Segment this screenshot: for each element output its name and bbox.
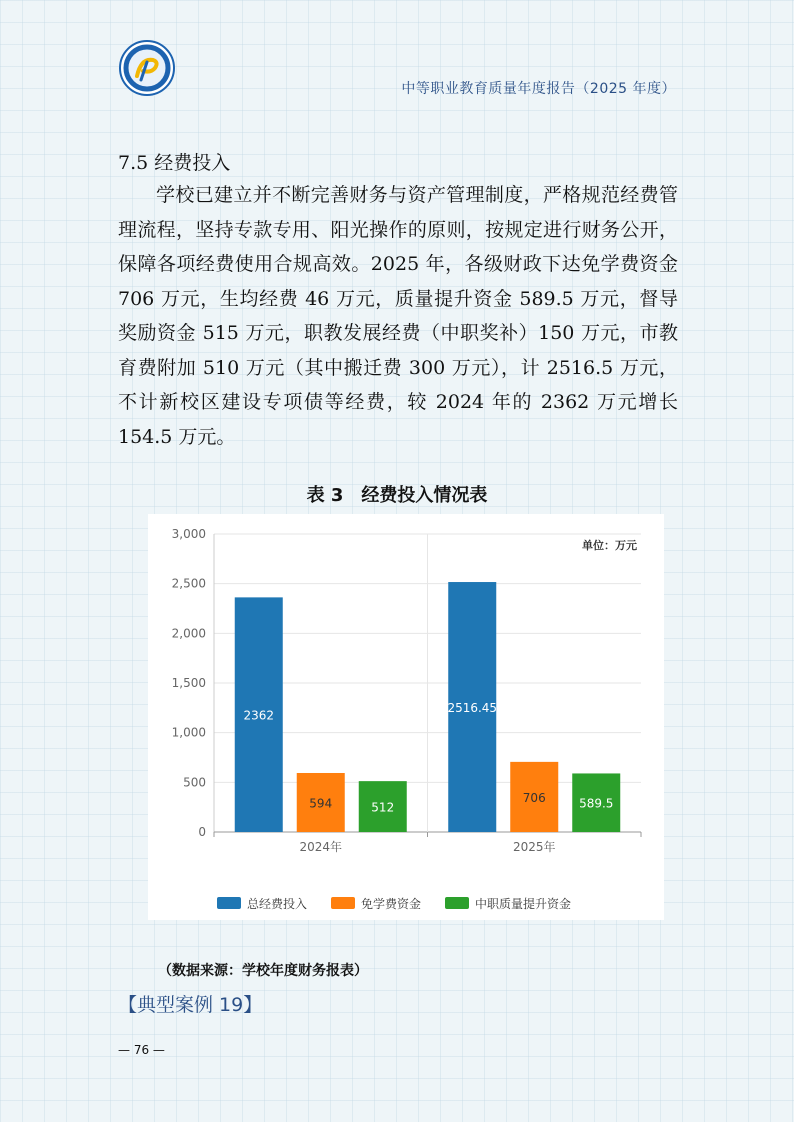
- legend-swatch: [331, 897, 355, 909]
- table-caption: 表 3 经费投入情况表: [306, 485, 488, 506]
- bar-data-label: 512: [371, 800, 395, 815]
- funding-bar-chart: [148, 514, 664, 920]
- typical-case-title: 【典型案例 19】: [118, 994, 263, 1016]
- report-header-title: 中等职业教育质量年度报告（2025 年度）: [401, 81, 676, 97]
- school-emblem-icon: [119, 40, 175, 96]
- bar-data-label: 589.5: [579, 796, 614, 811]
- y-tick-label: 3,000: [171, 527, 206, 541]
- bar-data-label: 2362: [243, 708, 275, 723]
- x-category-label: 2025年: [512, 840, 556, 854]
- chart-unit-label: 单位：万元: [582, 539, 637, 552]
- legend-label: 免学费资金: [361, 897, 422, 911]
- bar-data-label: 594: [309, 796, 333, 811]
- y-tick-label: 1,000: [171, 725, 206, 740]
- y-tick-label: 500: [183, 775, 206, 790]
- y-tick-label: 2,000: [171, 626, 206, 641]
- y-tick-label: 0: [198, 825, 206, 839]
- legend-label: 中职质量提升资金: [475, 897, 572, 911]
- legend-swatch: [217, 897, 241, 909]
- section-paragraph: 学校已建立并不断完善财务与资产管理制度，严格规范经费管理流程，坚持专款专用、阳光操作的原则，按规定进行财务公开，保障各项经费使用合规高效。2025 年，各级财政下达免学费资金 706 万元，生均经费 46 万元，质量提升资金 589.5 万元，督导奖励资金 515 万元，职教发展经费（中职奖补）150 万元，市教育费附加 510 万元（其中搬迁费 300 万元），计 2516.5 万元，不计新校区建设专项债等经费，较 2024 年的 2362 万元增长 154.5 万元。: [118, 184, 678, 448]
- legend-swatch: [445, 897, 469, 909]
- data-source-note: （数据来源：学校年度财务报表）: [158, 963, 368, 979]
- page-number: — 76 —: [118, 1043, 165, 1057]
- legend-label: 总经费投入: [247, 897, 308, 911]
- y-tick-label: 1,500: [171, 676, 206, 690]
- section-heading: 7.5 经费投入: [118, 152, 231, 174]
- y-tick-label: 2,500: [171, 576, 206, 591]
- bar-data-label: 706: [522, 790, 546, 805]
- chart-svg: [148, 514, 664, 920]
- bar-data-label: 2516.45: [447, 701, 498, 716]
- x-category-label: 2024年: [299, 840, 343, 854]
